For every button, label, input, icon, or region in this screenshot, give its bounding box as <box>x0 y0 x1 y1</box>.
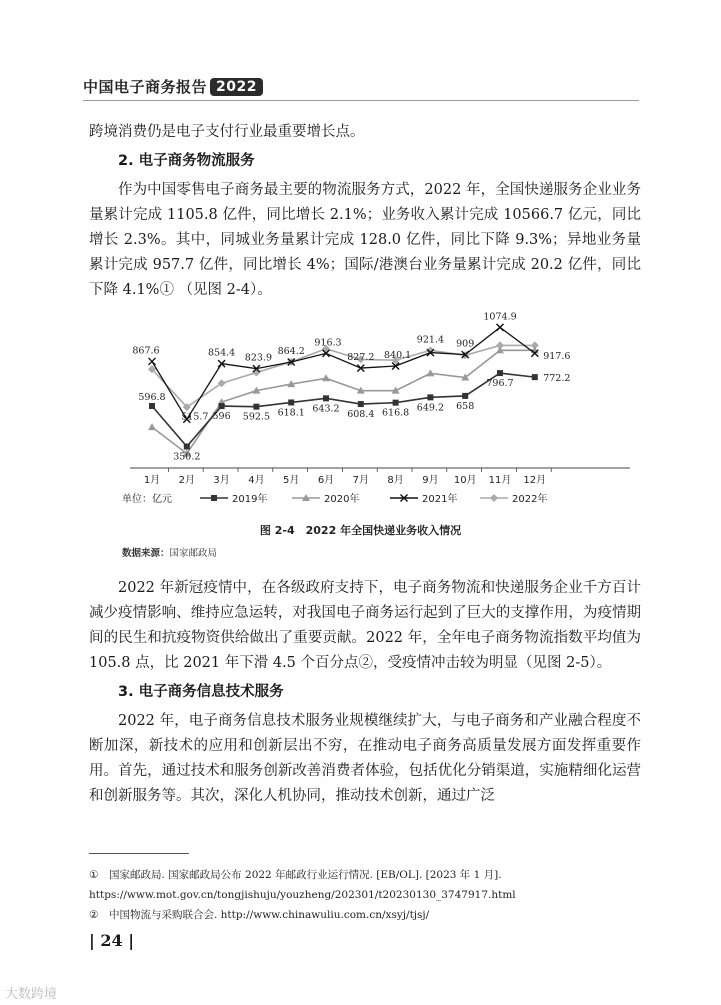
legend-label: 2021年 <box>422 494 458 505</box>
point-2019年 <box>427 394 433 400</box>
point-2019年 <box>288 399 294 405</box>
source-label: 数据来源： <box>122 548 170 559</box>
point-2019年 <box>393 400 399 406</box>
section2-para: 作为中国零售电子商务最主要的物流服务方式，2022 年，全国快递服务企业业务量累计完成 1105.8 亿件，同比增长 2.1%；业务收入累计完成 10566.7 亿元，同比增长 2.3%。其中，同城业务量累计完成 128.0 亿件，同比下降 9.3%；异地业务量累计完成 957.7 亿件，同比增长 4%；国际/港澳台业务量累计完成 20.2 亿件，同比下降 4.1%① （见图 2-4）。 <box>89 182 641 298</box>
section2-heading: 2. 电子商务物流服务 <box>118 153 255 169</box>
x-tick-label: 12月 <box>523 475 547 486</box>
data-label-2019: 658 <box>456 400 475 412</box>
data-label-2021: 827.2 <box>347 352 375 364</box>
x-tick-label: 1月 <box>143 475 161 486</box>
data-label-2019: 643.2 <box>312 403 340 415</box>
point-2019年 <box>253 404 259 410</box>
running-header <box>83 76 263 97</box>
point-2020年 <box>322 374 330 381</box>
footnote-text: 国家邮政局. 国家邮政局公布 2022 年邮政行业运行情况. [EB/OL]. [2023 年 1 月]. <box>109 869 502 881</box>
footnote-rule <box>89 853 189 854</box>
x-tick-label: 8月 <box>387 475 404 486</box>
data-label-2021: 921.4 <box>416 334 445 346</box>
data-label-2021: 916.3 <box>314 337 342 349</box>
data-label-2019: 596.8 <box>138 391 166 403</box>
point-2019年 <box>462 393 468 399</box>
x-tick-label: 4月 <box>248 475 265 486</box>
point-2020年 <box>148 423 156 430</box>
x-tick-label: 5月 <box>283 475 300 486</box>
x-tick-label: 2月 <box>178 475 195 486</box>
point-2019年 <box>532 374 538 380</box>
legend-label: 2022年 <box>512 494 548 505</box>
point-2019年 <box>184 444 190 450</box>
data-label-2019: 616.8 <box>381 407 410 419</box>
unit-label: 单位：亿元 <box>122 494 172 505</box>
body-mid <box>89 576 641 809</box>
point-2021年 <box>497 324 504 331</box>
data-label-2019: 618.1 <box>277 407 305 419</box>
x-tick-label: 9月 <box>422 475 439 486</box>
legend-label: 2020年 <box>324 494 360 505</box>
body-top <box>89 120 641 303</box>
data-label-2021: 917.6 <box>543 351 571 363</box>
x-tick-label: 3月 <box>213 475 230 486</box>
watermark-logo: 大数跨境 <box>5 987 58 1002</box>
point-2019年 <box>497 370 503 376</box>
point-2020年 <box>426 369 434 376</box>
x-tick-label: 10月 <box>453 475 477 486</box>
data-label-2021: 867.6 <box>132 345 160 357</box>
x-tick-label: 7月 <box>352 475 369 486</box>
x-tick-label: 6月 <box>317 475 335 486</box>
section3-heading: 3. 电子商务信息技术服务 <box>118 684 284 700</box>
legend-label: 2019年 <box>232 494 268 505</box>
data-label-2021: 840.1 <box>383 349 412 361</box>
para-top: 跨境消费仍是电子支付行业最重要增长点。 <box>89 124 365 140</box>
footnote-mark: ① <box>89 869 99 881</box>
page-number: | 24 | <box>89 931 135 950</box>
data-label-2021: 864.2 <box>277 345 305 357</box>
point-2019年 <box>358 401 364 407</box>
section3-para: 2022 年，电子商务信息技术服务业规模继续扩大，与电子商务和产业融合程度不断加深，新技术的应用和创新层出不穷，在推动电子商务高质量发展方面发挥重要作用。首先，通过技术和服务创新改善消费者体验，包括优化分销渠道，实施精细化运营和创新服务等。其次，深化人机协同，推动技术创新，通过广泛 <box>89 713 641 804</box>
point-2019年 <box>149 403 155 409</box>
footnote-mark: ② <box>89 909 99 921</box>
point-2019年 <box>323 395 329 401</box>
footnote-text: 中国物流与采购联合会. http://www.chinawuliu.com.cn/xsyj/tjsj/ <box>109 909 430 921</box>
data-label-2019: 350.2 <box>173 451 201 463</box>
header-rule <box>83 100 639 101</box>
series-line-2021年 <box>152 327 535 419</box>
data-label-2019: 772.2 <box>543 373 571 385</box>
data-label-2021: 823.9 <box>244 352 273 364</box>
express-revenue-chart <box>100 305 640 515</box>
year-badge: 2022 <box>210 78 263 96</box>
point-2019年 <box>219 403 225 409</box>
point-2022年 <box>252 369 260 377</box>
point-2021年 <box>149 358 156 365</box>
data-label-2019: 608.4 <box>347 409 375 421</box>
point-2022年 <box>490 494 498 502</box>
para-mid: 2022 年新冠疫情中，在各级政府支持下，电子商务物流和快递服务企业千方百计减少疫情影响、维持应急运转，对我国电子商务运行起到了巨大的支撑作用，为疫情期间的民生和抗疫物资供给做出了重要贡献。2022 年，全年电子商务物流指数平均值为 105.8 点，比 2021 年下滑 4.5 个百分点②，受疫情冲击较为明显（见图 2-5）。 <box>89 580 641 671</box>
footnote-1-url: https://www.mot.gov.cn/tongjishuju/youzheng/202301/t20230130_3747917.html <box>89 889 516 901</box>
report-title: 中国电子商务报告 <box>83 78 208 96</box>
x-tick-label: 11月 <box>488 475 512 486</box>
data-label-2019: 649.2 <box>416 402 445 414</box>
data-label-2021: 1074.9 <box>483 311 517 323</box>
figure-source <box>122 545 217 559</box>
data-label-2021: 515.7 <box>181 411 209 423</box>
figure-caption: 图 2-4 2022 年全国快递业务收入情况 <box>259 524 462 537</box>
data-label-2021: 854.4 <box>207 347 236 359</box>
footnote-2 <box>89 905 649 925</box>
data-label-2019: 592.5 <box>242 411 271 423</box>
footnote-1 <box>89 865 649 885</box>
point-2019年 <box>211 495 217 501</box>
footnotes <box>89 865 649 925</box>
data-label-2019: 796.7 <box>486 378 514 390</box>
source-name: 国家邮政局 <box>169 548 218 559</box>
data-label-2021: 909 <box>456 338 475 350</box>
data-label-2019: 596 <box>212 411 231 423</box>
